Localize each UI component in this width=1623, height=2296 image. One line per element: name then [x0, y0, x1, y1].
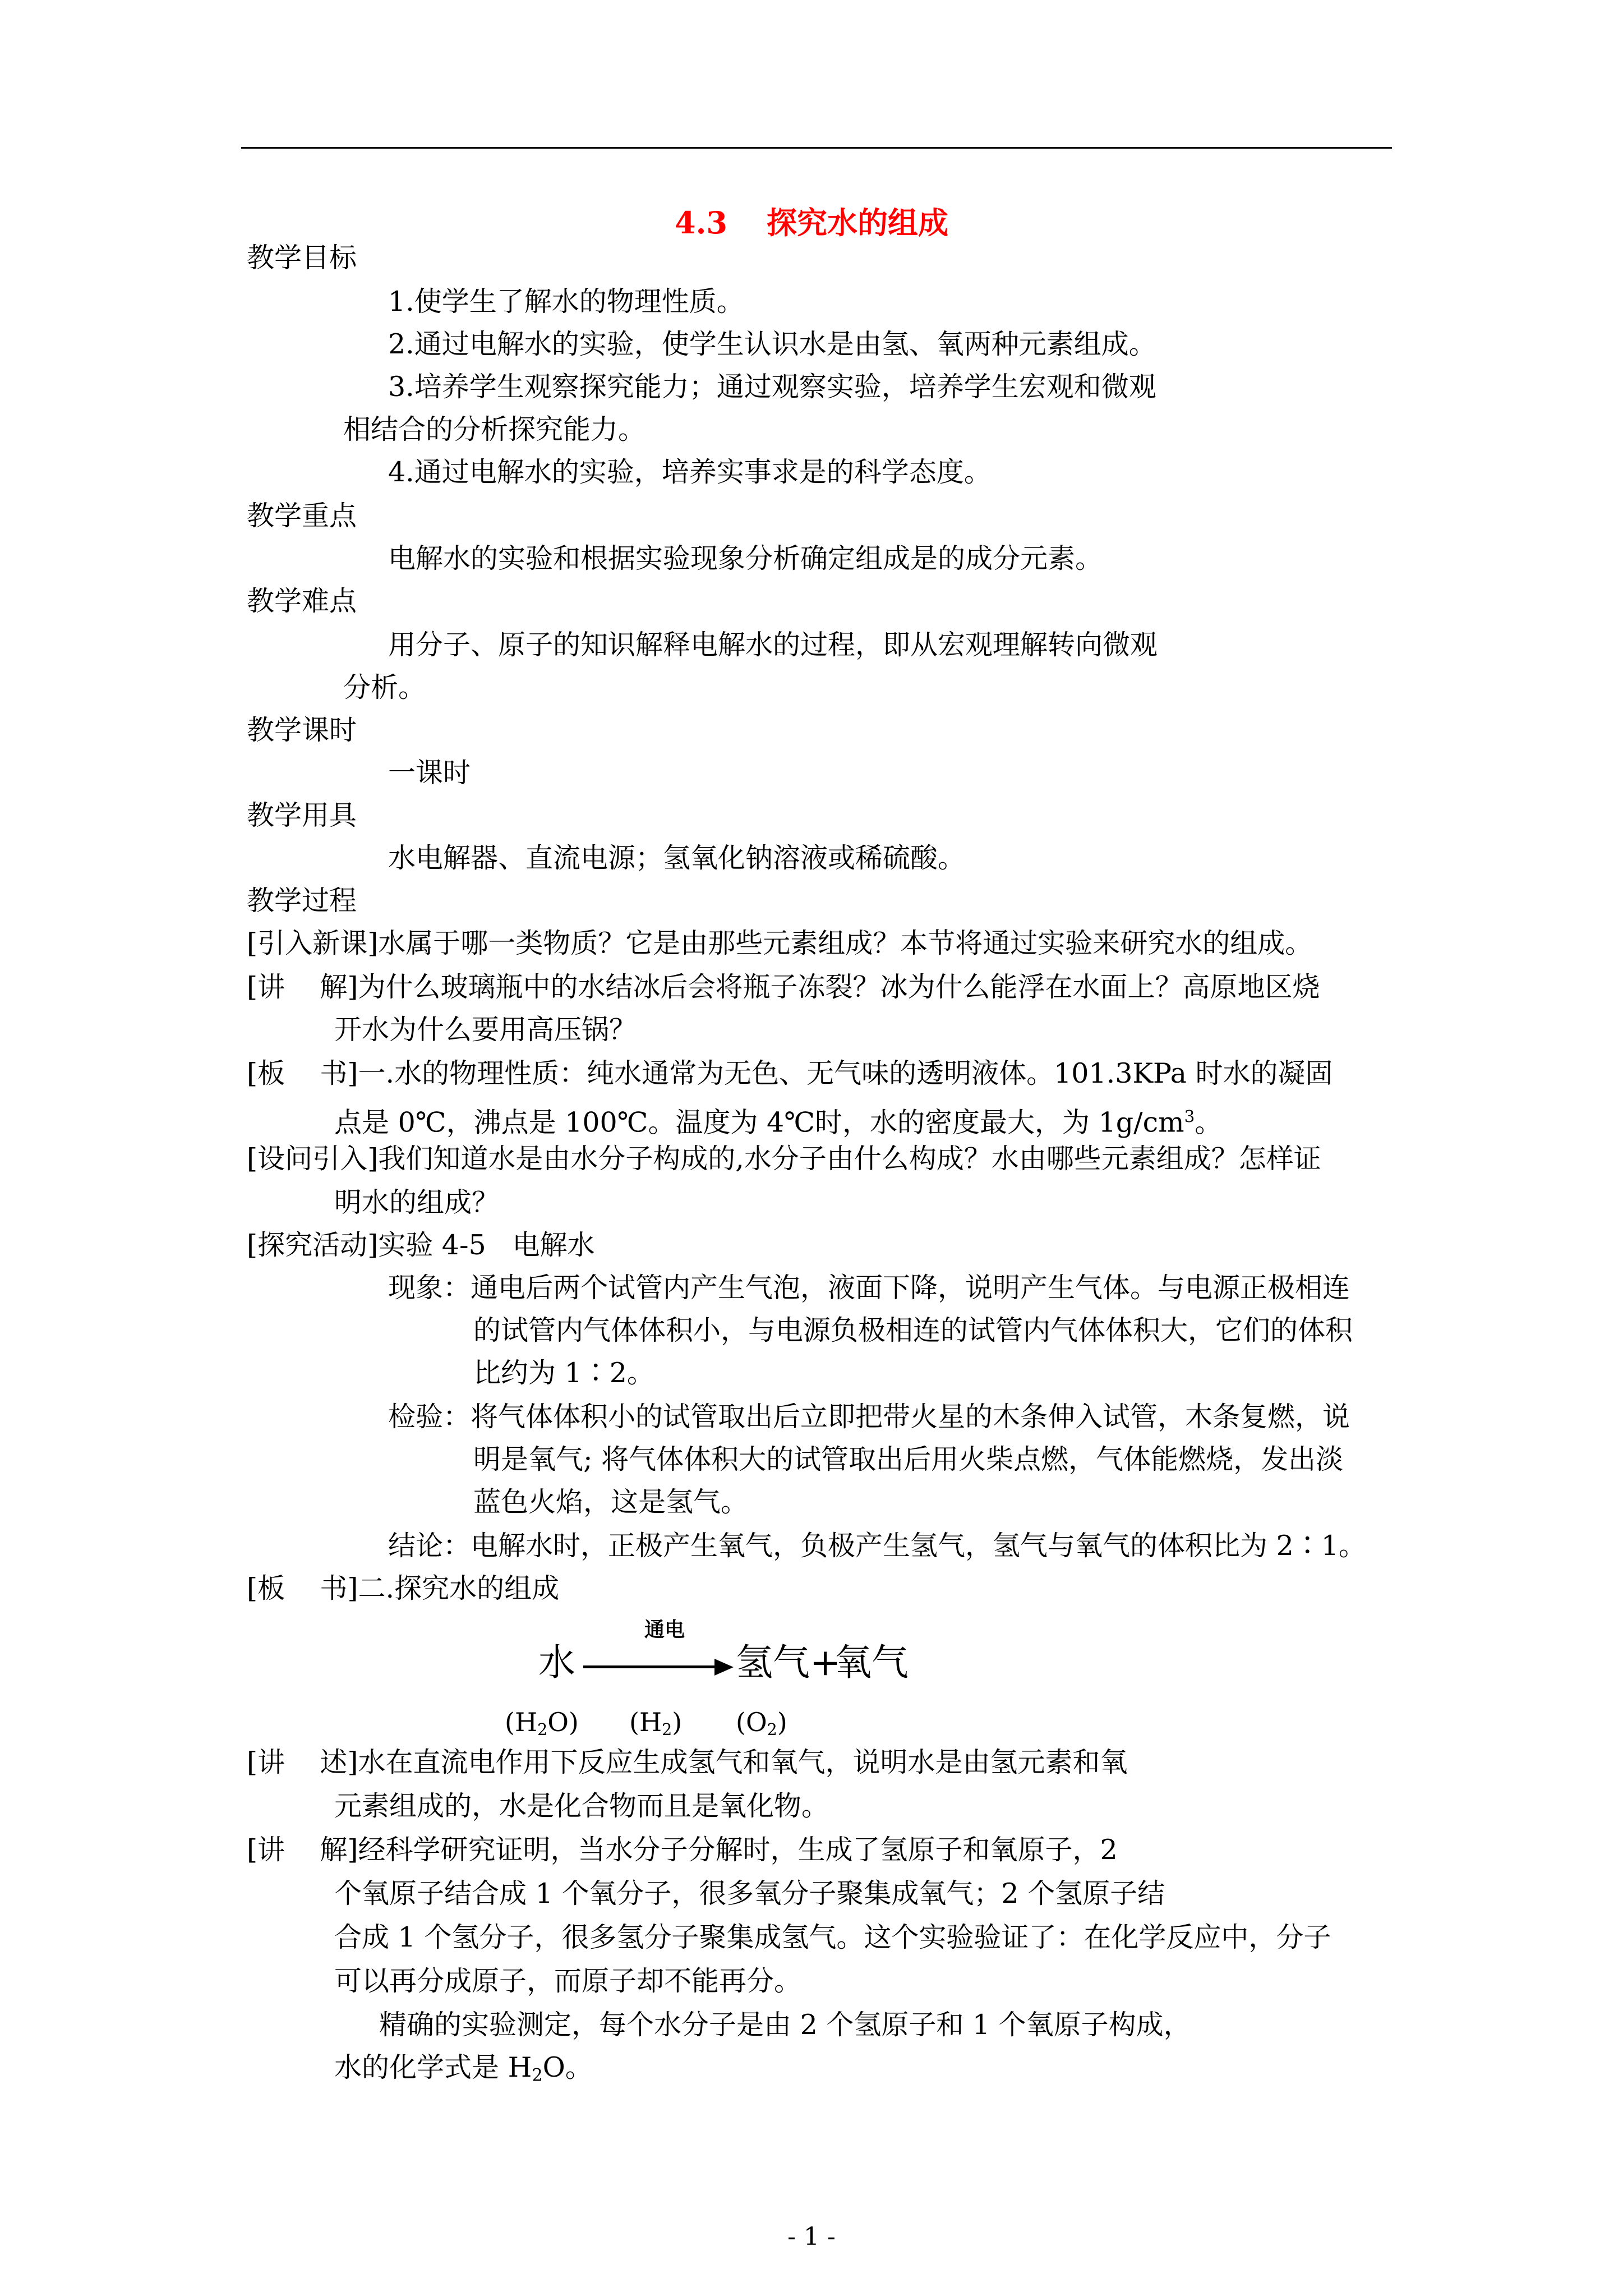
difficulty-text-continuation: 分析。 [343, 671, 426, 703]
measure-text-end: O。 [542, 2051, 593, 2083]
lecture-paragraph-continuation: 个氧原子结合成 1 个氧分子，很多氧分子聚集成氧气；2 个氢原子结 [334, 1878, 1165, 1910]
measurement-paragraph: 精确的实验测定，每个水分子是由 2 个氢原子和 1 个氧原子构成， [379, 2009, 1191, 2041]
formula-hydrogen: $(H_2)$ [629, 1707, 683, 1740]
intro-paragraph: [引入新课]水属于哪一类物质？它是由那些元素组成？本节将通过实验来研究水的组成。 [247, 927, 1313, 959]
equation-product-2: 氧气 [834, 1641, 909, 1684]
goal-item: 3.培养学生观察探究能力；通过观察实验，培养学生宏观和微观 [388, 371, 1156, 403]
difficulty-heading: 教学难点 [247, 585, 357, 617]
board-text-end: 。 [1195, 1106, 1223, 1139]
narrate-paragraph: [讲 述]水在直流电作用下反应生成氢气和氧气，说明水是由氢元素和氧 [247, 1746, 1128, 1778]
measure-text: 水的化学式是 H [334, 2051, 532, 2083]
board-paragraph-continuation [334, 1099, 1222, 1139]
phenomenon-text: 现象：通电后两个试管内产生气泡，液面下降，说明产生气体。与电源正极相连 [388, 1272, 1350, 1304]
hours-text: 一课时 [388, 757, 471, 789]
lecture-paragraph: [讲 解]经科学研究证明，当水分子分解时，生成了氢原子和氧原子，2 [247, 1834, 1118, 1866]
board-text: 点是 0℃，沸点是 100℃。温度为 4℃时，水的密度最大，为 1g/cm [334, 1106, 1184, 1139]
key-heading: 教学重点 [247, 500, 357, 532]
activity-heading: [探究活动]实验 4-5 电解水 [247, 1229, 595, 1261]
tools-heading: 教学用具 [247, 799, 357, 831]
formula-oxygen: $(O_2)$ [736, 1707, 787, 1740]
equation-reactant: 水 [538, 1641, 575, 1684]
board-heading: [板 书]二.探究水的组成 [247, 1572, 560, 1604]
arrow-head-icon [714, 1659, 734, 1676]
test-text-continuation: 明是氧气; 将气体体积大的试管取出后用火柴点燃，气体能燃烧，发出淡 [473, 1443, 1344, 1475]
title-text: 探究水的组成 [766, 205, 948, 241]
phenomenon-text-continuation: 比约为 1∶2。 [473, 1357, 654, 1389]
formula-water: $(H_2O)$ [505, 1707, 579, 1740]
header-rule [241, 147, 1392, 149]
lecture-paragraph-continuation: 可以再分成原子，而原子却不能再分。 [334, 1965, 802, 1997]
goal-item: 1.使学生了解水的物理性质。 [388, 286, 744, 318]
question-paragraph: [设问引入]我们知道水是由水分子构成的,水分子由什么构成？水由哪些元素组成？怎样证 [247, 1143, 1321, 1175]
title-number: 4.3 [675, 205, 727, 241]
board-paragraph: [板 书]一.水的物理性质：纯水通常为无色、无气味的透明液体。101.3KPa 时水的凝固 [247, 1057, 1333, 1089]
process-heading: 教学过程 [247, 885, 357, 917]
question-paragraph-continuation: 明水的组成？ [334, 1186, 500, 1218]
tools-text: 水电解器、直流电源；氢氧化钠溶液或稀硫酸。 [388, 842, 966, 874]
difficulty-text: 用分子、原子的知识解释电解水的过程，即从宏观理解转向微观 [388, 629, 1158, 661]
goal-item: 2.通过电解水的实验，使学生认识水是由氢、氧两种元素组成。 [388, 328, 1156, 360]
equation-product-1: 氢气 [736, 1641, 810, 1684]
goal-item-continuation: 相结合的分析探究能力。 [343, 413, 646, 445]
equation-plus: + [810, 1641, 841, 1684]
goals-heading: 教学目标 [247, 242, 357, 274]
page-number: - 1 - [787, 2223, 836, 2251]
test-text: 检验：将气体体积小的试管取出后立即把带火星的木条伸入试管，木条复燃，说 [388, 1401, 1350, 1433]
superscript: 3 [1184, 1107, 1195, 1126]
measurement-paragraph-continuation [334, 2051, 593, 2093]
hours-heading: 教学课时 [247, 714, 357, 746]
goal-item: 4.通过电解水的实验，培养实事求是的科学态度。 [388, 456, 992, 488]
key-text: 电解水的实验和根据实验现象分析确定组成是的成分元素。 [388, 542, 1103, 574]
word-equation [538, 1618, 942, 1686]
subscript: 2 [532, 2065, 543, 2086]
lecture-paragraph: [讲 解]为什么玻璃瓶中的水结冰后会将瓶子冻裂？冰为什么能浮在水面上？高原地区烧 [247, 971, 1320, 1003]
lecture-paragraph-continuation: 开水为什么要用高压锅？ [334, 1014, 637, 1046]
reaction-arrow-icon [583, 1665, 719, 1668]
test-text-continuation: 蓝色火焰，这是氢气。 [473, 1486, 749, 1518]
lecture-paragraph-continuation: 合成 1 个氢分子，很多氢分子聚集成氢气。这个实验验证了：在化学反应中，分子 [334, 1921, 1331, 1953]
page-title [0, 199, 1623, 242]
narrate-paragraph-continuation: 元素组成的，水是化合物而且是氧化物。 [334, 1790, 829, 1822]
equation-condition: 通电 [644, 1618, 685, 1641]
conclusion-text: 结论：电解水时，正极产生氧气，负极产生氢气，氢气与氧气的体积比为 2∶1。 [388, 1530, 1366, 1562]
phenomenon-text-continuation: 的试管内气体体积小，与电源负极相连的试管内气体体积大，它们的体积 [473, 1314, 1353, 1346]
